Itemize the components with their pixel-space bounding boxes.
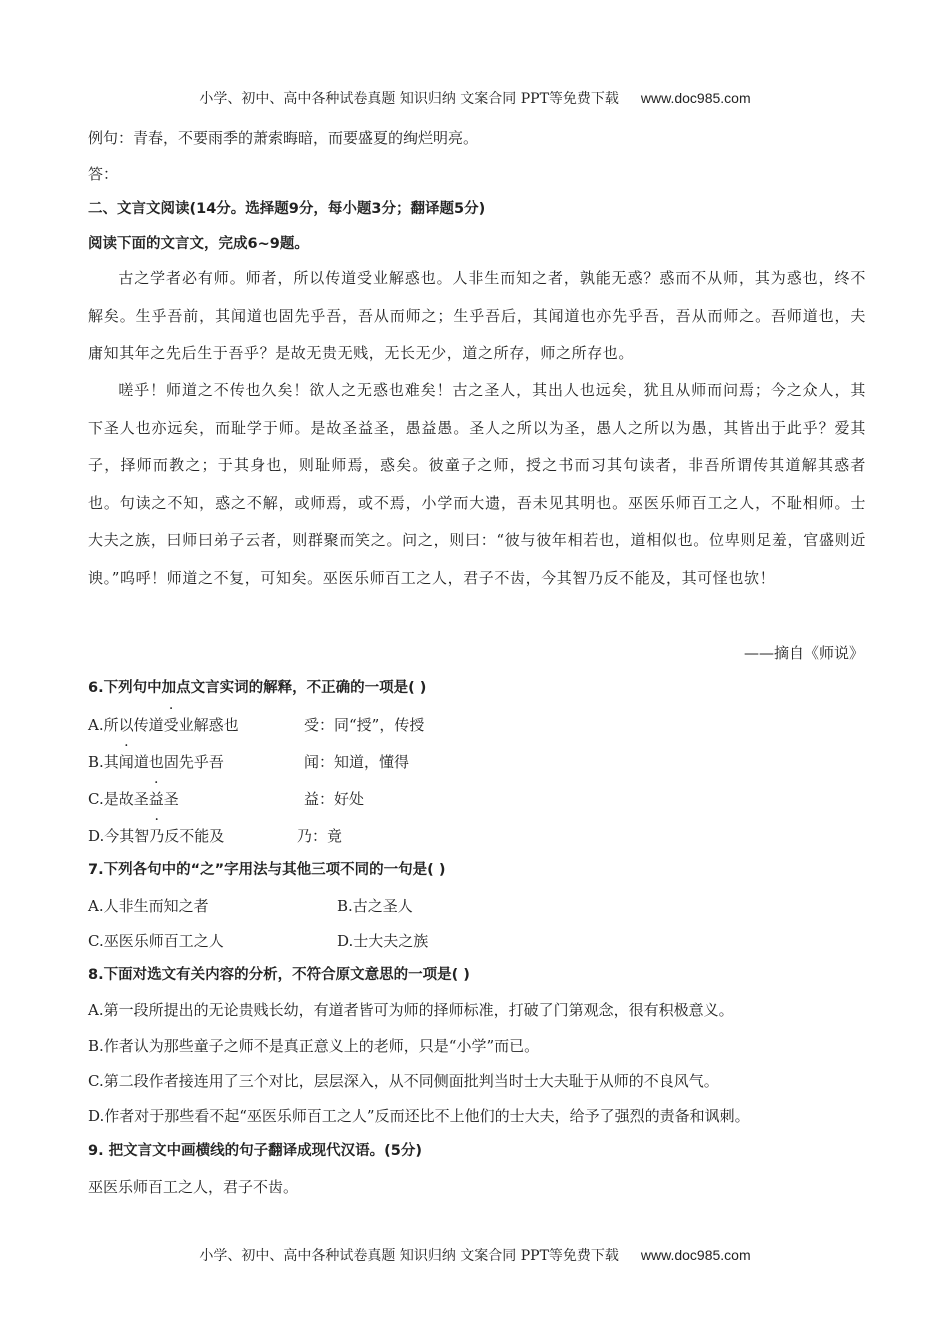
passage-paragraph-1: [88, 260, 866, 373]
q6-option-b: [88, 751, 224, 772]
example-sentence: 例句：青春，不要雨季的萧索晦暗，而要盛夏的绚烂明亮。: [88, 129, 479, 147]
q6-a-dotted: 受: [163, 716, 179, 734]
q8-option-d: D.作者对于那些看不起“巫医乐师百工之人”反而还比不上他们的士大夫，给予了强烈的责备和讽刺。: [88, 1107, 750, 1125]
q6-d-post: 反不能及: [164, 827, 225, 845]
q9-stem: 9. 把文言文中画横线的句子翻译成现代汉语。(5分): [88, 1143, 422, 1159]
q7-option-a: A.人非生而知之者: [88, 897, 209, 915]
q6-a-pre: A.所以传道: [88, 716, 164, 734]
q7-stem: 7.下列各句中的“之”字用法与其他三项不同的一句是( ): [88, 862, 446, 878]
q6-option-d: [88, 825, 224, 846]
passage-p1-text: 古之学者必有师。师者，所以传道受业解惑也。人非生而知之者，孰能无惑？惑而不从师，其为惑也，终不解矣。生乎吾前，其闻道也固先乎吾，吾从而师之；生乎吾后，其闻道也亦先乎吾，吾从而师之。吾师道也，夫庸知其年之先后生于吾乎？是故无贵无贱，无长无少，道之所存，师之所存也。: [88, 269, 866, 362]
q6-stem: 6.下列句中加点文言实词的解释，不正确的一项是( ): [88, 680, 427, 696]
header-url[interactable]: www.doc985.com: [640, 90, 751, 106]
q6-c-pre: C.是故圣: [88, 790, 149, 808]
passage-source: ——摘自《师说》: [743, 644, 864, 662]
section-title: 二、文言文阅读(14分。选择题9分，每小题3分；翻译题5分): [88, 201, 486, 217]
q7-option-b: B.古之圣人: [337, 897, 413, 915]
q6-c-dotted: 益: [148, 790, 164, 808]
q6-c-post: 圣: [163, 790, 179, 808]
footer-url[interactable]: www.doc985.com: [640, 1247, 751, 1263]
q8-option-a: A.第一段所提出的无论贵贱长幼，有道者皆可为师的择师标准，打破了门第观念，很有积极意义。: [88, 1001, 734, 1019]
q6-option-c: [88, 788, 179, 809]
q8-stem: 8.下面对选文有关内容的分析，不符合原文意思的一项是( ): [88, 967, 470, 983]
q6-b-post: 道也固先乎吾: [133, 753, 224, 771]
q6-d-pre: D.今其智: [88, 827, 150, 845]
q6-b-pre: B.其: [88, 753, 119, 771]
q6-gloss-a: 受：同“授”，传授: [304, 716, 425, 734]
q6-a-post: 业解惑也: [178, 716, 239, 734]
page-footer: [0, 1245, 950, 1265]
q8-option-c: C.第二段作者接连用了三个对比，层层深入，从不同侧面批判当时士大夫耻于从师的不良风气。: [88, 1072, 719, 1090]
passage-paragraph-2: [88, 372, 866, 597]
q6-gloss-d: 乃：竟: [297, 827, 343, 845]
answer-label: 答：: [88, 165, 119, 183]
instruction: 阅读下面的文言文，完成6~9题。: [88, 236, 309, 252]
footer-text: 小学、初中、高中各种试卷真题 知识归纳 文案合同 PPT等免费下载: [199, 1248, 619, 1264]
q9-sentence: 巫医乐师百工之人，君子不齿。: [88, 1178, 299, 1196]
q6-b-dotted: 闻: [118, 753, 134, 771]
q8-option-b: B.作者认为那些童子之师不是真正意义上的老师，只是“小学”而已。: [88, 1037, 540, 1055]
q6-d-dotted: 乃: [149, 827, 165, 845]
q6-option-a: [88, 714, 239, 735]
page-header: [0, 88, 950, 108]
passage-p2-text: 嗟乎！师道之不传也久矣！欲人之无惑也难矣！古之圣人，其出人也远矣，犹且从师而问焉；今之众人，其下圣人也亦远矣，而耻学于师。是故圣益圣，愚益愚。圣人之所以为圣，愚人之所以为愚，其皆出于此乎？爱其子，择师而教之；于其身也，则耻师焉，惑矣。彼童子之师，授之书而习其句读者，非吾所谓传其道解其惑者也。句读之不知，惑之不解，或师焉，或不焉，小学而大遗，吾未见其明也。巫医乐师百工之人，不耻相师。士大夫之族，曰师曰弟子云者，则群聚而笑之。问之，则曰：“彼与彼年相若也，道相似也。位卑则足羞，官盛则近谀。”呜呼！师道之不复，可知矣。巫医乐师百工之人，君子不齿，今其智乃反不能及，其可怪也欤！: [88, 381, 866, 587]
q6-gloss-b: 闻：知道，懂得: [304, 753, 410, 771]
q6-gloss-c: 益：好处: [304, 790, 365, 808]
q7-option-c: C.巫医乐师百工之人: [88, 932, 224, 950]
header-text: 小学、初中、高中各种试卷真题 知识归纳 文案合同 PPT等免费下载: [199, 91, 619, 107]
q7-option-d: D.士大夫之族: [337, 932, 429, 950]
